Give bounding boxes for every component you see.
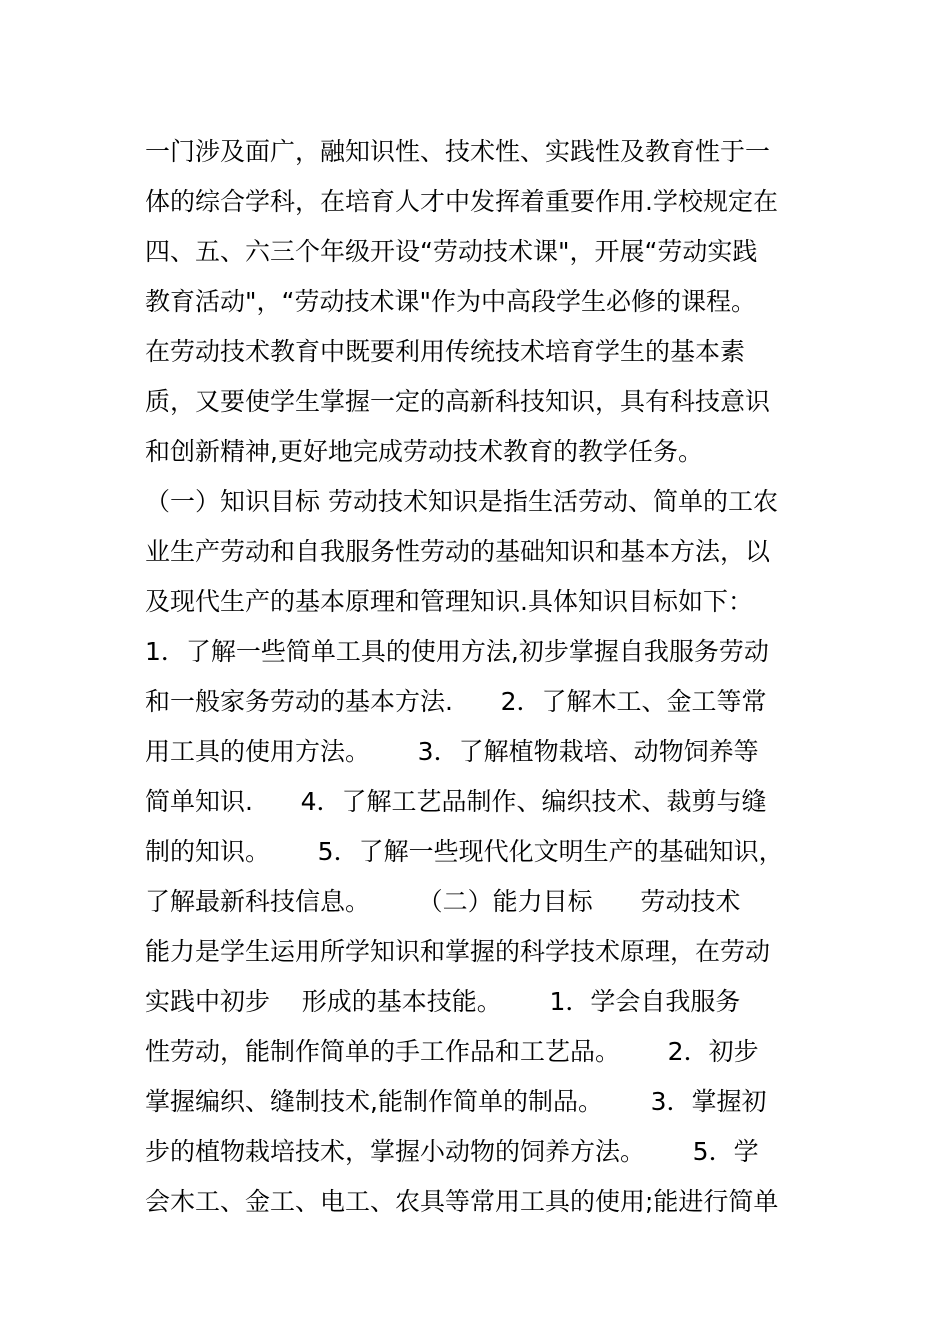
text-line: 性劳动，能制作简单的手工作品和工艺品。 2．初步 [145,1037,759,1066]
text-line: 及现代生产的基本原理和管理知识.具体知识目标如下： [145,587,753,616]
text-line: 用工具的使用方法。 3．了解植物栽培、动物饲养等 [145,737,759,766]
text-line: 体的综合学科，在培育人才中发挥着重要作用.学校规定在 [145,187,778,216]
text-line: 制的知识。 5．了解一些现代化文明生产的基础知识， [145,837,784,866]
text-line: 简单知识. 4．了解工艺品制作、编织技术、裁剪与缝 [145,787,767,816]
text-line: 业生产劳动和自我服务性劳动的基础知识和基本方法，以 [145,537,771,566]
text-line: 掌握编织、缝制技术,能制作简单的制品。 3．掌握初 [145,1087,767,1116]
text-line: 了解最新科技信息。 （二）能力目标 劳动技术 [145,887,741,916]
text-line: 和创新精神,更好地完成劳动技术教育的教学任务。 [145,437,703,466]
text-line: 步的植物栽培技术，掌握小动物的饲养方法。 5．学 [145,1137,759,1166]
text-line: 在劳动技术教育中既要利用传统技术培育学生的基本素 [145,337,746,366]
text-line: （一）知识目标 劳动技术知识是指生活劳动、简单的工农 [145,487,778,516]
body-text [145,127,815,1227]
text-line: 质，又要使学生掌握一定的高新科技知识，具有科技意识 [145,387,771,416]
text-line: 一门涉及面广，融知识性、技术性、实践性及教育性于一 [145,137,771,166]
text-line: 1．了解一些简单工具的使用方法,初步掌握自我服务劳动 [145,637,769,666]
text-line: 和一般家务劳动的基本方法. 2．了解木工、金工等常 [145,687,767,716]
text-line: 实践中初步 形成的基本技能。 1．学会自我服务 [145,987,741,1016]
text-line: 能力是学生运用所学知识和掌握的科学技术原理，在劳动 [145,937,771,966]
text-line: 四、五、六三个年级开设“劳动技术课"，开展“劳动实践 [145,237,758,266]
text-line: 会木工、金工、电工、农具等常用工具的使用;能进行简单 [145,1187,779,1216]
text-line: 教育活动"，“劳动技术课"作为中高段学生必修的课程。 [145,287,756,316]
